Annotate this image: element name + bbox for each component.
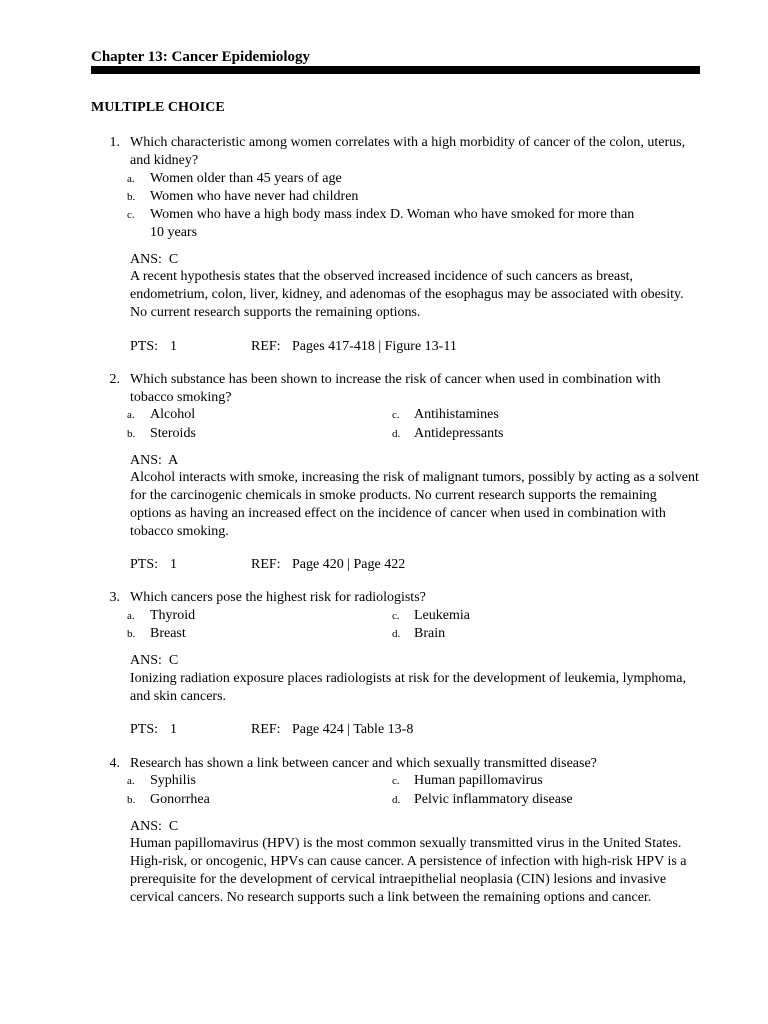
pts-label: PTS: bbox=[130, 722, 159, 737]
ans-label: ANS: bbox=[130, 819, 162, 834]
ans-label: ANS: bbox=[130, 653, 162, 668]
option-text: Breast bbox=[150, 626, 186, 641]
option-text: Syphilis bbox=[150, 773, 196, 788]
ref-label: REF: bbox=[251, 339, 281, 354]
pts-label: PTS: bbox=[130, 339, 159, 354]
answer-line bbox=[130, 818, 178, 836]
question-number: 4. bbox=[109, 756, 120, 771]
question-number: 3. bbox=[109, 590, 120, 605]
ans-value: A bbox=[168, 453, 179, 468]
ans-label: ANS: bbox=[130, 453, 162, 468]
option-letter: a. bbox=[127, 775, 135, 787]
ref-value: Page 420 | Page 422 bbox=[292, 557, 406, 572]
ref-value: Pages 417-418 | Figure 13-11 bbox=[292, 339, 457, 354]
question-text: Which characteristic among women correlates with a high morbidity of cancer of the colon, uterus, and kidney? bbox=[130, 135, 686, 168]
question-text: Which cancers pose the highest risk for radiologists? bbox=[130, 590, 426, 605]
rationale: Ionizing radiation exposure places radiologists at risk for the development of leukemia, lymphoma, and skin cancers. bbox=[130, 671, 686, 704]
option-letter: c. bbox=[127, 209, 135, 221]
answer-line bbox=[130, 251, 178, 269]
pts-label: PTS: bbox=[130, 557, 159, 572]
option-text: Women who have never had children bbox=[150, 189, 359, 204]
answer-line bbox=[130, 652, 178, 670]
option-text: Pelvic inflammatory disease bbox=[414, 792, 573, 807]
option-text: Leukemia bbox=[414, 608, 470, 623]
option-letter: b. bbox=[127, 191, 136, 203]
section-heading: MULTIPLE CHOICE bbox=[91, 100, 225, 115]
rationale: A recent hypothesis states that the observed increased incidence of such cancers as breast, endometrium, colon, liver, kidney, and adenomas of the esophagus may be associated with obesity. No current research supports the remaining options. bbox=[130, 269, 684, 320]
chapter-title: Chapter 13: Cancer Epidemiology bbox=[91, 49, 311, 65]
option-text: Thyroid bbox=[150, 608, 196, 623]
pts-value: 1 bbox=[170, 557, 177, 572]
option-letter: b. bbox=[127, 428, 136, 440]
ans-label: ANS: bbox=[130, 252, 162, 267]
option-text: Human papillomavirus bbox=[414, 773, 543, 788]
option-letter: d. bbox=[392, 794, 401, 806]
option-letter: b. bbox=[127, 794, 136, 806]
option-text: Antidepressants bbox=[414, 426, 504, 441]
option-letter: c. bbox=[392, 409, 400, 421]
ans-value: C bbox=[168, 252, 179, 267]
option-letter: c. bbox=[392, 775, 400, 787]
question-number: 2. bbox=[109, 372, 120, 387]
rationale: Alcohol interacts with smoke, increasing the risk of malignant tumors, possibly by acting as a solvent for the carcinogenic chemicals in smoke products. No current research supports the remaining options as having an increased effect on the incidence of cancer when used in combination with tobacco smoking. bbox=[130, 470, 699, 539]
option-letter: b. bbox=[127, 628, 136, 640]
option-letter: a. bbox=[127, 610, 135, 622]
option-text: Gonorrhea bbox=[150, 792, 210, 807]
question-number: 1. bbox=[109, 135, 120, 150]
rationale: Human papillomavirus (HPV) is the most common sexually transmitted virus in the United States. High-risk, or oncogenic, HPVs can cause cancer. A persistence of infection with high-risk HPV is a prerequisite for the development of cervical intraepithelial neoplasia (CIN) lesions and invasive cervical cancers. No research supports such a link between the remaining options and cancer. bbox=[130, 836, 687, 905]
option-letter: a. bbox=[127, 409, 135, 421]
ref-label: REF: bbox=[251, 722, 281, 737]
option-letter: d. bbox=[392, 428, 401, 440]
question-text: Which substance has been shown to increase the risk of cancer when used in combination with tobacco smoking? bbox=[130, 372, 661, 405]
ref-value: Page 424 | Table 13-8 bbox=[292, 722, 414, 737]
option-text: Steroids bbox=[150, 426, 196, 441]
option-letter: d. bbox=[392, 628, 401, 640]
option-text: Brain bbox=[414, 626, 446, 641]
pts-value: 1 bbox=[170, 722, 177, 737]
option-text: Women older than 45 years of age bbox=[150, 171, 342, 186]
ans-value: C bbox=[168, 819, 179, 834]
ref-label: REF: bbox=[251, 557, 281, 572]
title-rule bbox=[91, 66, 700, 74]
answer-line bbox=[130, 452, 178, 470]
option-letter: a. bbox=[127, 173, 135, 185]
pts-value: 1 bbox=[170, 339, 177, 354]
option-text: Alcohol bbox=[150, 407, 196, 422]
option-text: Antihistamines bbox=[414, 407, 499, 422]
ans-value: C bbox=[168, 653, 179, 668]
question-text: Research has shown a link between cancer and which sexually transmitted disease? bbox=[130, 756, 597, 771]
option-text: Women who have a high body mass index D. Woman who have smoked for more than 10 years bbox=[150, 207, 635, 240]
option-letter: c. bbox=[392, 610, 400, 622]
